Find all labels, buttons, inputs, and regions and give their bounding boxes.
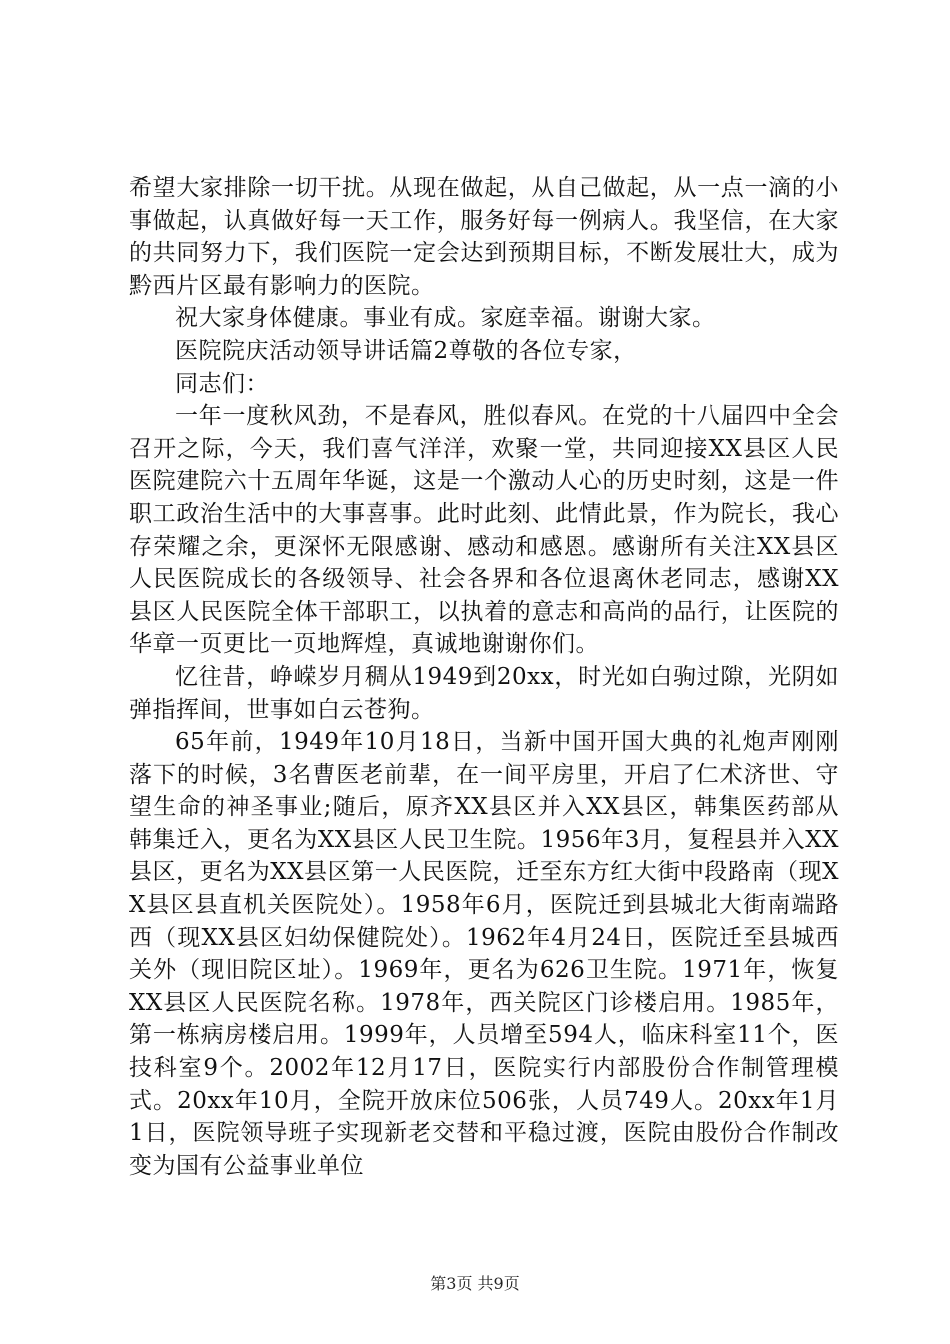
paragraph-speech-title: 医院院庆活动领导讲话篇2尊敬的各位专家， bbox=[175, 337, 637, 364]
paragraph-opening: 一年一度秋风劲，不是春风，胜似春风。在党的十八届四中全会召开之际，今天，我们喜气洋洋，欢聚一堂，共同迎接XX县区人民医院建院六十五周年华诞，这是一个激动人心的历史时刻，这是一件职工政治生活中的大事喜事。此时此刻、此情此景，作为院长，我心存荣耀之余，更深怀无限感谢、感动和感恩。感谢所有关注XX县区人民医院成长的各级领导、社会各界和各位退离休老同志，感谢XX县区人民医院全体干部职工，以执着的意志和高尚的品行，让医院的华章一页更比一页地辉煌，真诚地谢谢你们。 bbox=[129, 403, 839, 658]
paragraph-blessing: 祝大家身体健康。事业有成。家庭幸福。谢谢大家。 bbox=[175, 305, 716, 332]
paragraph-salutation: 同志们： bbox=[175, 370, 269, 397]
paragraph-continuation: 希望大家排除一切干扰。从现在做起，从自己做起，从一点一滴的小事做起，认真做好每一天工作，服务好每一例病人。我坚信，在大家的共同努力下，我们医院一定会达到预期目标，不断发展壮大，成为黔西片区最有影响力的医院。 bbox=[129, 175, 839, 299]
paragraph-history: 65年前，1949年10月18日，当新中国开国大典的礼炮声刚刚落下的时候，3名曹医老前辈，在一间平房里，开启了仁术济世、守望生命的神圣事业;随后，原齐XX县区并入XX县区，韩集医药部从韩集迁入，更名为XX县区人民卫生院。1956年3月，复程县并入XX县区，更名为XX县区第一人民医院，迁至东方红大街中段路南（现XX县区县直机关医院处）。1958年6月，医院迁到县城北大街南端路西（现XX县区妇幼保健院处）。1962年4月24日，医院迁至县城西关外（现旧院区址）。1969年，更名为626卫生院。1971年，恢复XX县区人民医院名称。1978年，西关院区门诊楼启用。1985年，第一栋病房楼启用。1999年，人员增至594人，临床科室11个，医技科室9个。2002年12月17日，医院实行内部股份合作制管理模式。20xx年10月，全院开放床位506张，人员749人。20xx年1月1日，医院领导班子实现新老交替和平稳过渡，医院由股份合作制改变为国有公益事业单位 bbox=[129, 729, 839, 1179]
page-number-footer: 第3页 共9页 bbox=[430, 1274, 520, 1293]
paragraph-recollection: 忆往昔，峥嵘岁月稠从1949到20xx，时光如白驹过隙，光阴如弹指挥间，世事如白云苍狗。 bbox=[129, 663, 839, 723]
document-body bbox=[129, 172, 839, 1182]
